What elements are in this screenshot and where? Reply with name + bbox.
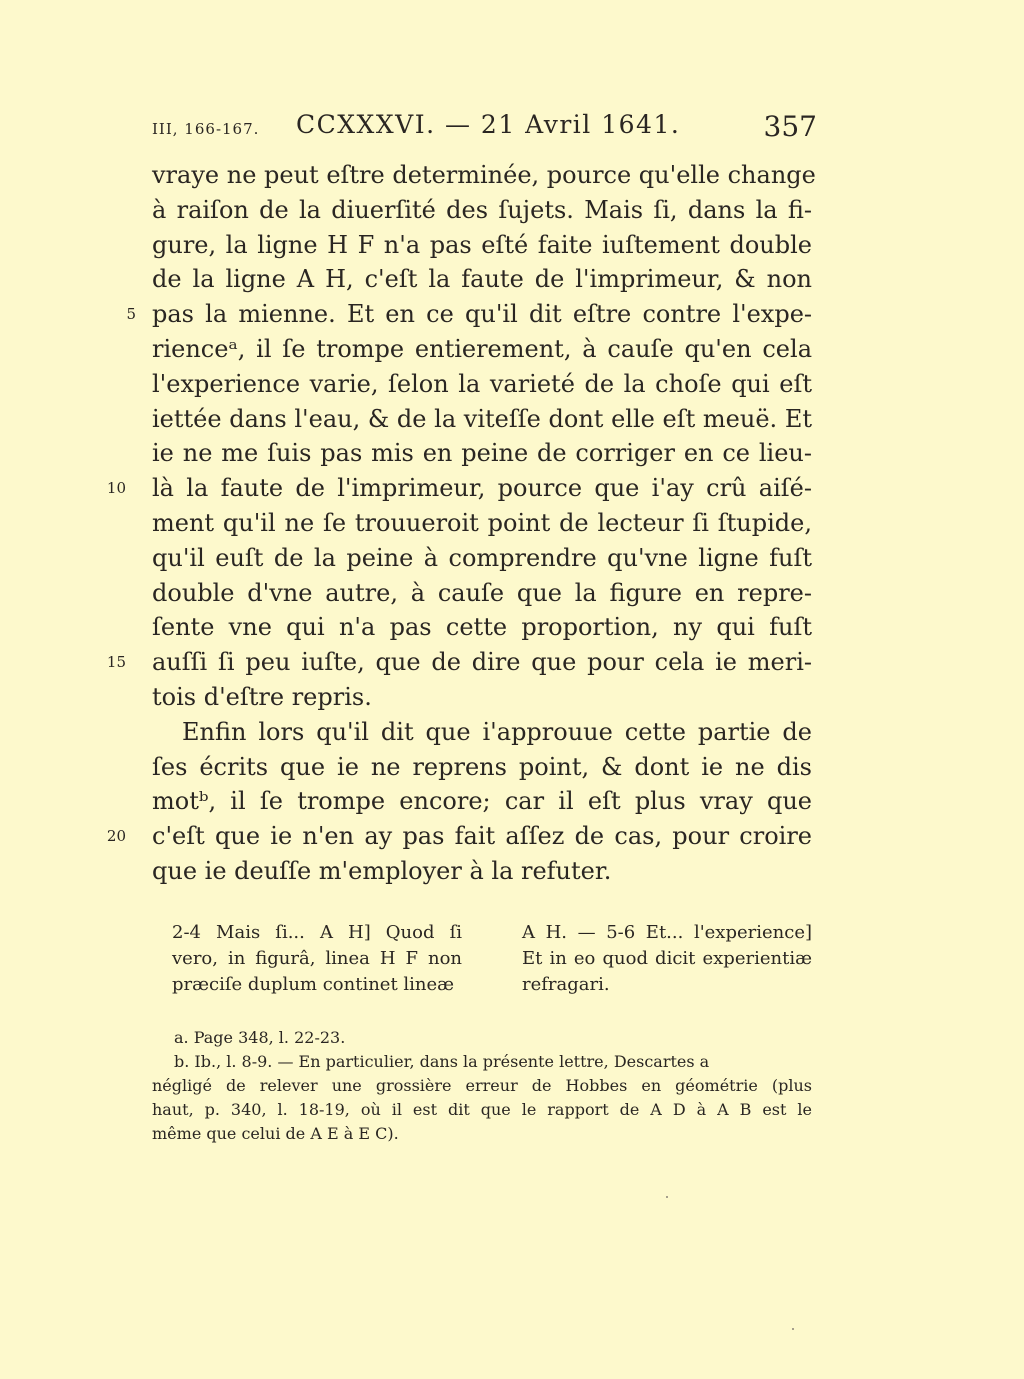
line-text: tois d'eſtre repris. xyxy=(152,682,372,711)
text-line xyxy=(152,436,812,471)
text-line xyxy=(152,506,812,541)
line-text: qu'il euſt de la peine à comprendre qu'vne ligne fuſt xyxy=(152,543,812,572)
footnote-b-line: haut, p. 340, l. 18-19, où il est dit que le rapport de A D à A B est le xyxy=(152,1100,812,1119)
line-text: iettée dans l'eau, & de la viteſſe dont elle eſt meuë. Et xyxy=(152,404,812,433)
line-text: motᵇ, il ſe trompe encore; car il eſt plus vray que xyxy=(152,787,812,816)
line-text: ie ne me ſuis pas mis en peine de corriger en ce lieu- xyxy=(152,439,812,468)
line-text: à raiſon de la diuerſité des ſujets. Mais ſi, dans la fi- xyxy=(152,195,812,224)
page-number: 357 xyxy=(763,110,817,143)
line-text: gure, la ligne H F n'a pas eſté faite iuſtement double xyxy=(152,230,812,259)
variant-line: vero, in figurâ, linea H F non xyxy=(172,948,462,969)
footnote-b-line: même que celui de A E à E C). xyxy=(152,1124,399,1143)
variant-line: præciſe duplum continet lineæ xyxy=(172,974,455,995)
line-text: ſes écrits que ie ne reprens point, & dont ie ne dis xyxy=(152,752,812,781)
text-line xyxy=(126,297,812,332)
text-line xyxy=(152,576,812,611)
line-text: de la ligne A H, c'eſt la faute de l'imprimeur, & non xyxy=(152,265,812,294)
main-text xyxy=(106,158,816,889)
text-line xyxy=(152,750,812,785)
text-line xyxy=(152,158,816,193)
line-text: là la faute de l'imprimeur, pource que i'ay crû aiſé- xyxy=(152,474,812,503)
line-text: pas la mienne. Et en ce qu'il dit eſtre contre l'expe- xyxy=(152,300,812,329)
text-line xyxy=(152,715,812,750)
variant-line: refragari. xyxy=(522,974,610,995)
line-number: 15 xyxy=(106,653,126,672)
text-line xyxy=(106,645,812,680)
text-line xyxy=(152,680,812,715)
text-line xyxy=(152,784,812,819)
footnotes xyxy=(152,1026,812,1146)
text-line xyxy=(106,471,812,506)
line-text: l'experience varie, ſelon la varieté de la choſe qui eſt xyxy=(152,369,812,398)
line-number: 20 xyxy=(106,827,126,846)
line-text: ment qu'il ne ſe trouueroit point de lecteur ſi ſtupide, xyxy=(152,508,812,537)
footnote-b-line: négligé de relever une grossière erreur de Hobbes en géométrie (plus xyxy=(152,1076,812,1095)
line-number: 5 xyxy=(126,305,136,324)
line-text: auſſi ſi peu iuſte, que de dire que pour cela ie meri- xyxy=(152,648,812,677)
line-text: rienceᵃ, il ſe trompe entierement, à cauſe qu'en cela xyxy=(152,334,812,363)
line-text: vraye ne peut eſtre determinée, pource qu'elle change xyxy=(152,161,816,189)
variant-line: Et in eo quod dicit experientiæ xyxy=(522,948,812,969)
running-header xyxy=(152,108,817,148)
line-text: ſente vne qui n'a pas cette proportion, ny qui fuſt xyxy=(152,613,812,642)
text-line xyxy=(152,541,812,576)
variant-column-left xyxy=(172,920,462,998)
volume-reference: III, 166-167. xyxy=(152,120,260,138)
text-line xyxy=(106,819,812,854)
letter-title: CCXXXVI. — 21 Avril 1641. xyxy=(296,110,681,139)
variant-line: A H. — 5-6 Et... l'experience] xyxy=(522,922,812,943)
variant-readings xyxy=(172,920,812,998)
line-text: que ie deuſſe m'employer à la refuter. xyxy=(152,856,612,885)
paper-speck xyxy=(792,1328,794,1330)
footnote-a: a. Page 348, l. 22-23. xyxy=(174,1028,346,1047)
footnote-b: b. Ib., l. 8-9. — En particulier, dans la présente lettre, Descartes a xyxy=(174,1052,710,1071)
line-number: 10 xyxy=(106,479,126,498)
text-line xyxy=(152,228,812,263)
text-line xyxy=(152,402,812,437)
paper-speck xyxy=(666,1196,668,1198)
text-line xyxy=(152,854,812,889)
line-text: double d'vne autre, à cauſe que la figure en repre- xyxy=(152,578,812,607)
text-line xyxy=(152,367,812,402)
line-text: Enfin lors qu'il dit que i'approuue cette partie de xyxy=(182,717,812,746)
text-line xyxy=(152,332,812,367)
text-line xyxy=(152,193,812,228)
line-text: c'eſt que ie n'en ay pas fait aſſez de cas, pour croire xyxy=(152,822,812,851)
text-line xyxy=(152,262,812,297)
variant-line: 2-4 Mais ſi... A H] Quod ſi xyxy=(172,922,462,943)
text-line xyxy=(152,610,812,645)
variant-column-right xyxy=(522,920,812,998)
